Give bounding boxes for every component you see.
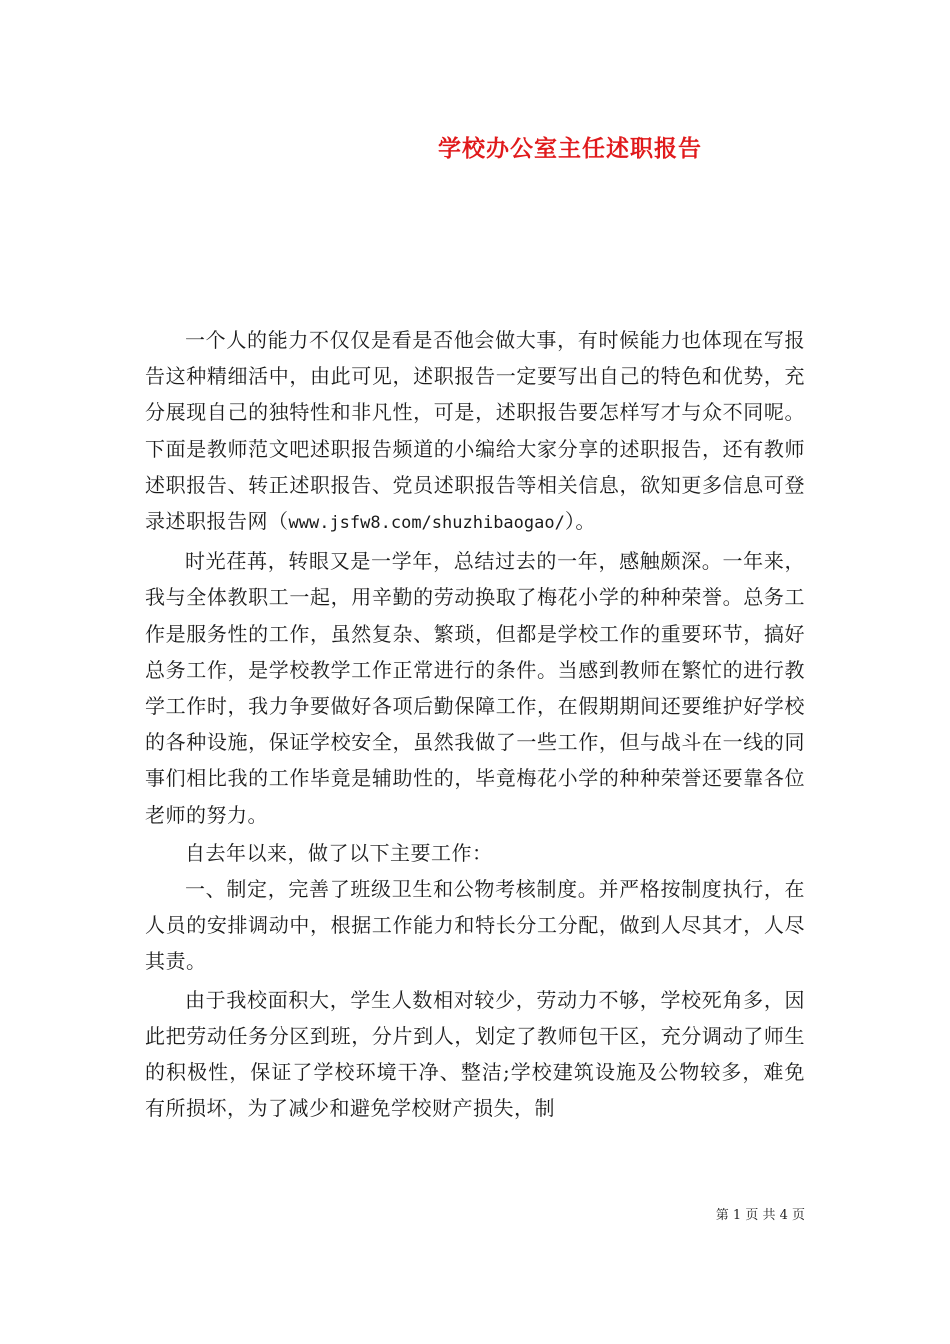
document-title: 学校办公室主任述职报告 — [438, 135, 702, 162]
document-body — [145, 322, 805, 1126]
intro-url: www.jsfw8.com/shuzhibaogao/ — [288, 513, 565, 534]
paragraph-1: 时光荏苒，转眼又是一学年，总结过去的一年，感触颇深。一年来，我与全体教职工一起，用辛勤的劳动换取了梅花小学的种种荣誉。总务工作是服务性的工作，虽然复杂、繁琐，但都是学校工作的重要环节，搞好总务工作，是学校教学工作正常进行的条件。当感到教师在繁忙的进行教学工作时，我力争要做好各项后勤保障工作，在假期期间还要维护好学校的各种设施，保证学校安全，虽然我做了一些工作，但与战斗在一线的同事们相比我的工作毕竟是辅助性的，毕竟梅花小学的种种荣誉还要靠各位老师的努力。 — [145, 549, 805, 827]
page-number: 第 1 页 共 4 页 — [715, 1208, 805, 1223]
paragraph-2: 自去年以来，做了以下主要工作： — [185, 840, 493, 865]
intro-text-end: ）。 — [564, 509, 596, 534]
intro-text: 一个人的能力不仅仅是看是否他会做大事，有时候能力也体现在写报告这种精细活中，由此可见，述职报告一定要写出自己的特色和优势，充分展现自己的独特性和非凡性，可是，述职报告要怎样写才与众不同呢。下面是教师范文吧述职报告频道的小编给大家分享的述职报告，还有教师述职报告、转正述职报告、党员述职报告等相关信息，欲知更多信息可登录述职报告网（ — [145, 328, 805, 534]
paragraph-4: 由于我校面积大，学生人数相对较少，劳动力不够，学校死角多，因此把劳动任务分区到班，分片到人，划定了教师包干区，充分调动了师生的积极性，保证了学校环境干净、整洁;学校建筑设施及公物较多，难免有所损坏，为了减少和避免学校财产损失，制 — [145, 987, 805, 1121]
paragraph-intro — [145, 322, 805, 541]
paragraph-3: 一、制定，完善了班级卫生和公物考核制度。并严格按制度执行，在人员的安排调动中，根据工作能力和特长分工分配，做到人尽其才，人尽其责。 — [145, 877, 805, 974]
